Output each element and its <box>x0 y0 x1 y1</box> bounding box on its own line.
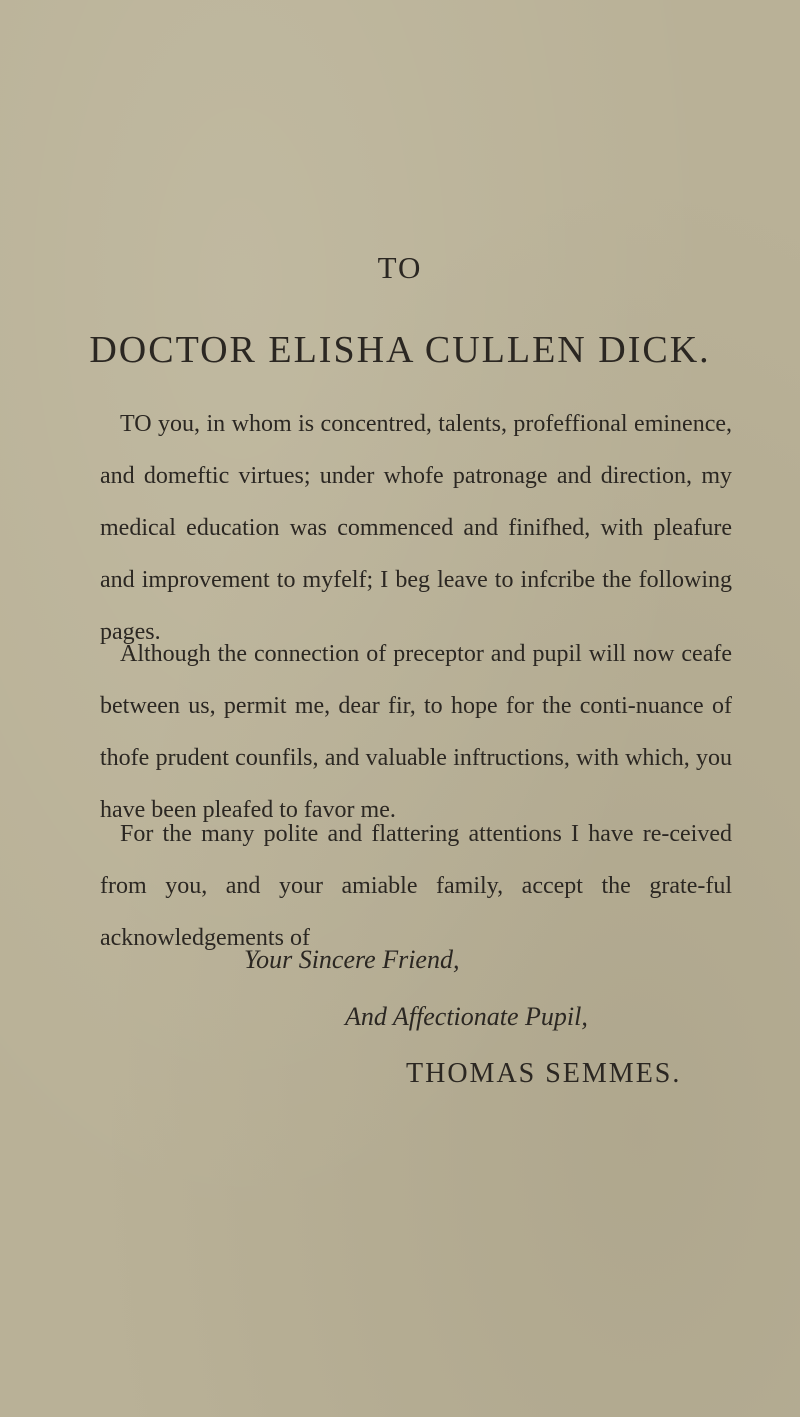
dedication-paragraph-3: For the many polite and flattering attentions I have re-ceived from you, and your amiable family, accept the grate-ful acknowledgements of <box>100 821 732 951</box>
closing-line-2: And Affectionate Pupil, <box>345 1002 588 1031</box>
dedication-paragraph-2: Although the connection of preceptor and pupil will now ceafe between us, permit me, dear fir, to hope for the conti-nuance of thofe prudent counfils, and valuable inftructions, with which, you have been pleafed to favor me. <box>100 641 732 823</box>
dedication-to-heading: TO <box>377 250 423 285</box>
closing-line-1: Your Sincere Friend, <box>244 945 460 974</box>
dedicatee-name: DOCTOR ELISHA CULLEN DICK. <box>89 329 711 371</box>
signature: THOMAS SEMMES. <box>406 1058 682 1089</box>
dedication-paragraph-1: TO you, in whom is concentred, talents, profeffional eminence, and domeftic virtues; under whofe patronage and direction, my medical education was commenced and finifhed, with pleafure and improvement to myfelf; I beg leave to infcribe the following pages. <box>100 411 732 645</box>
